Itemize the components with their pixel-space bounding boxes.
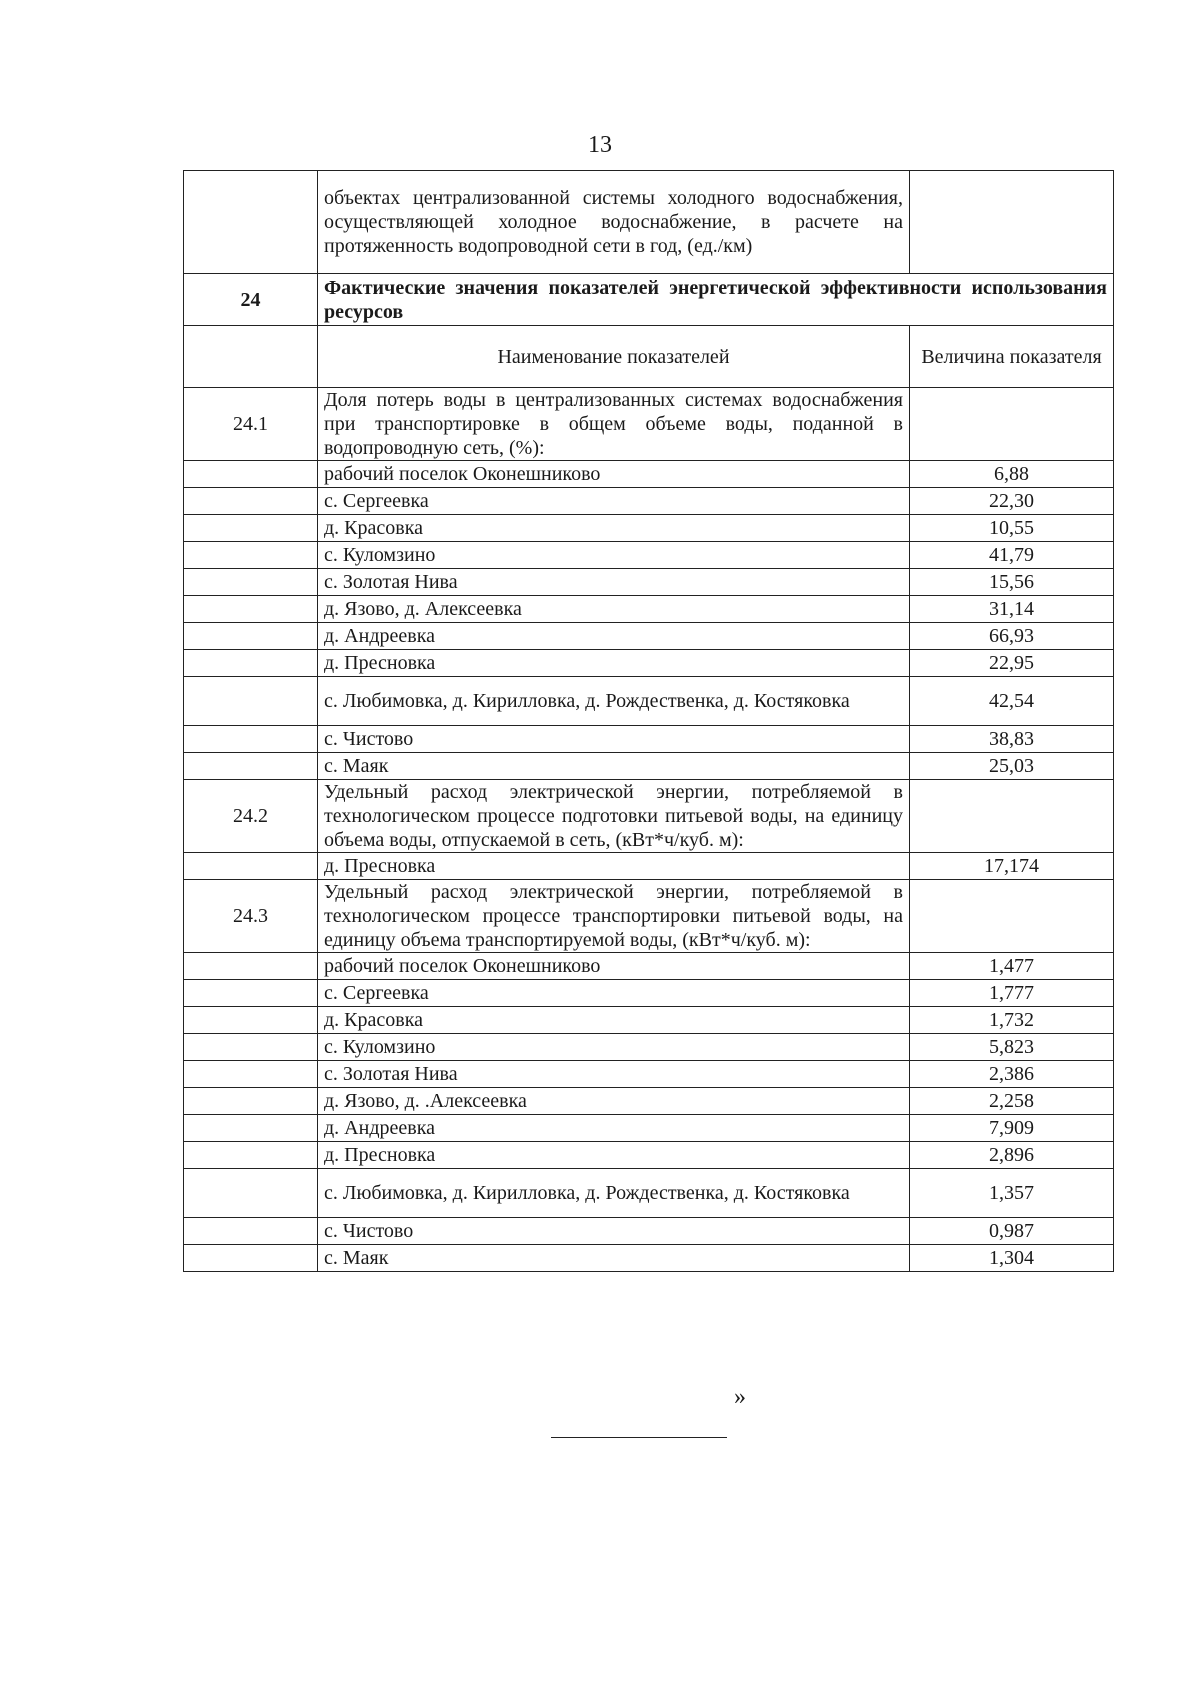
end-rule bbox=[551, 1437, 727, 1438]
location-name: с. Маяк bbox=[318, 753, 910, 780]
row-number-cell bbox=[184, 488, 318, 515]
indicator-value: 2,896 bbox=[910, 1142, 1114, 1169]
location-name: с. Куломзино bbox=[318, 1034, 910, 1061]
table-row bbox=[184, 596, 1114, 623]
indicator-value: 38,83 bbox=[910, 726, 1114, 753]
location-name: с. Золотая Нива bbox=[318, 1061, 910, 1088]
row-number-cell bbox=[184, 1169, 318, 1218]
row-number-cell bbox=[184, 1142, 318, 1169]
indicator-value: 41,79 bbox=[910, 542, 1114, 569]
indicator-value: 1,732 bbox=[910, 1007, 1114, 1034]
header-number-cell bbox=[184, 326, 318, 388]
table-row bbox=[184, 1142, 1114, 1169]
section-row bbox=[184, 274, 1114, 326]
continuation-text: объектах централизованной системы холодного водоснабжения, осуществляющей холодное водоснабжение, в расчете на протяженность водопроводной сети в год, (ед./км) bbox=[318, 171, 910, 274]
indicator-value: 1,304 bbox=[910, 1245, 1114, 1272]
indicator-value: 7,909 bbox=[910, 1115, 1114, 1142]
table-row bbox=[184, 1218, 1114, 1245]
section-number: 24 bbox=[184, 274, 318, 326]
indicator-value: 6,88 bbox=[910, 461, 1114, 488]
indicator-description: Удельный расход электрической энергии, потребляемой в технологическом процессе подготовки питьевой воды, на единицу объема воды, отпускаемой в сеть, (кВт*ч/куб. м): bbox=[318, 780, 910, 853]
indicator-value-cell bbox=[910, 880, 1114, 953]
location-name: д. Андреевка bbox=[318, 1115, 910, 1142]
table-row bbox=[184, 1115, 1114, 1142]
continuation-number-cell bbox=[184, 171, 318, 274]
indicator-row bbox=[184, 388, 1114, 461]
header-row bbox=[184, 326, 1114, 388]
indicator-value: 10,55 bbox=[910, 515, 1114, 542]
indicator-description: Удельный расход электрической энергии, потребляемой в технологическом процессе транспортировки питьевой воды, на единицу объема транспортируемой воды, (кВт*ч/куб. м): bbox=[318, 880, 910, 953]
table-row bbox=[184, 569, 1114, 596]
table-row bbox=[184, 1034, 1114, 1061]
table-row bbox=[184, 542, 1114, 569]
indicator-value: 2,386 bbox=[910, 1061, 1114, 1088]
indicators-table bbox=[183, 170, 1114, 1272]
indicator-value-cell bbox=[910, 388, 1114, 461]
table-row bbox=[184, 853, 1114, 880]
location-name: д. Андреевка bbox=[318, 623, 910, 650]
table-row bbox=[184, 515, 1114, 542]
indicator-description: Доля потерь воды в централизованных системах водоснабжения при транспортировке в общем объеме воды, поданной в водопроводную сеть, (%): bbox=[318, 388, 910, 461]
indicator-number: 24.2 bbox=[184, 780, 318, 853]
row-number-cell bbox=[184, 980, 318, 1007]
table-row bbox=[184, 953, 1114, 980]
location-name: рабочий поселок Оконешниково bbox=[318, 953, 910, 980]
table-row bbox=[184, 753, 1114, 780]
indicator-value: 1,357 bbox=[910, 1169, 1114, 1218]
location-name: с. Золотая Нива bbox=[318, 569, 910, 596]
table-row bbox=[184, 461, 1114, 488]
location-name: д. Пресновка bbox=[318, 650, 910, 677]
row-number-cell bbox=[184, 677, 318, 726]
table-row bbox=[184, 1061, 1114, 1088]
indicator-value: 17,174 bbox=[910, 853, 1114, 880]
table-row bbox=[184, 1007, 1114, 1034]
indicator-value: 22,95 bbox=[910, 650, 1114, 677]
table-row bbox=[184, 677, 1114, 726]
location-name: с. Любимовка, д. Кирилловка, д. Рождественка, д. Костяковка bbox=[318, 1169, 910, 1218]
location-name: с. Чистово bbox=[318, 1218, 910, 1245]
indicator-number: 24.3 bbox=[184, 880, 318, 953]
indicator-value: 42,54 bbox=[910, 677, 1114, 726]
row-number-cell bbox=[184, 569, 318, 596]
row-number-cell bbox=[184, 753, 318, 780]
table-row bbox=[184, 1169, 1114, 1218]
indicator-value: 22,30 bbox=[910, 488, 1114, 515]
location-name: д. Красовка bbox=[318, 1007, 910, 1034]
location-name: с. Чистово bbox=[318, 726, 910, 753]
closing-quote: » bbox=[734, 1384, 746, 1410]
header-name: Наименование показателей bbox=[318, 326, 910, 388]
row-number-cell bbox=[184, 461, 318, 488]
row-number-cell bbox=[184, 623, 318, 650]
location-name: с. Сергеевка bbox=[318, 980, 910, 1007]
row-number-cell bbox=[184, 1115, 318, 1142]
location-name: д. Пресновка bbox=[318, 853, 910, 880]
location-name: с. Любимовка, д. Кирилловка, д. Рождественка, д. Костяковка bbox=[318, 677, 910, 726]
continuation-value-cell bbox=[910, 171, 1114, 274]
table-row bbox=[184, 650, 1114, 677]
table-row bbox=[184, 488, 1114, 515]
indicator-value: 2,258 bbox=[910, 1088, 1114, 1115]
indicator-value: 0,987 bbox=[910, 1218, 1114, 1245]
indicator-row bbox=[184, 780, 1114, 853]
indicator-value: 15,56 bbox=[910, 569, 1114, 596]
location-name: д. Красовка bbox=[318, 515, 910, 542]
section-title: Фактические значения показателей энергетической эффективности использования ресурсов bbox=[318, 274, 1114, 326]
location-name: с. Куломзино bbox=[318, 542, 910, 569]
location-name: с. Маяк bbox=[318, 1245, 910, 1272]
row-number-cell bbox=[184, 1034, 318, 1061]
row-number-cell bbox=[184, 515, 318, 542]
indicator-number: 24.1 bbox=[184, 388, 318, 461]
row-number-cell bbox=[184, 596, 318, 623]
table-row bbox=[184, 1245, 1114, 1272]
indicator-value: 1,777 bbox=[910, 980, 1114, 1007]
row-number-cell bbox=[184, 650, 318, 677]
table-row bbox=[184, 980, 1114, 1007]
indicator-value: 1,477 bbox=[910, 953, 1114, 980]
row-number-cell bbox=[184, 1245, 318, 1272]
row-number-cell bbox=[184, 953, 318, 980]
row-number-cell bbox=[184, 853, 318, 880]
page-number: 13 bbox=[588, 132, 612, 158]
row-number-cell bbox=[184, 1218, 318, 1245]
location-name: д. Язово, д. Алексеевка bbox=[318, 596, 910, 623]
row-number-cell bbox=[184, 542, 318, 569]
location-name: рабочий поселок Оконешниково bbox=[318, 461, 910, 488]
table-row bbox=[184, 623, 1114, 650]
indicator-value: 31,14 bbox=[910, 596, 1114, 623]
location-name: с. Сергеевка bbox=[318, 488, 910, 515]
row-number-cell bbox=[184, 1061, 318, 1088]
indicator-value-cell bbox=[910, 780, 1114, 853]
location-name: д. Язово, д. .Алексеевка bbox=[318, 1088, 910, 1115]
row-number-cell bbox=[184, 726, 318, 753]
table-row bbox=[184, 1088, 1114, 1115]
row-number-cell bbox=[184, 1007, 318, 1034]
continuation-row bbox=[184, 171, 1114, 274]
row-number-cell bbox=[184, 1088, 318, 1115]
indicator-value: 66,93 bbox=[910, 623, 1114, 650]
indicator-value: 5,823 bbox=[910, 1034, 1114, 1061]
table-row bbox=[184, 726, 1114, 753]
location-name: д. Пресновка bbox=[318, 1142, 910, 1169]
indicator-row bbox=[184, 880, 1114, 953]
indicator-value: 25,03 bbox=[910, 753, 1114, 780]
header-value: Величина показателя bbox=[910, 326, 1114, 388]
